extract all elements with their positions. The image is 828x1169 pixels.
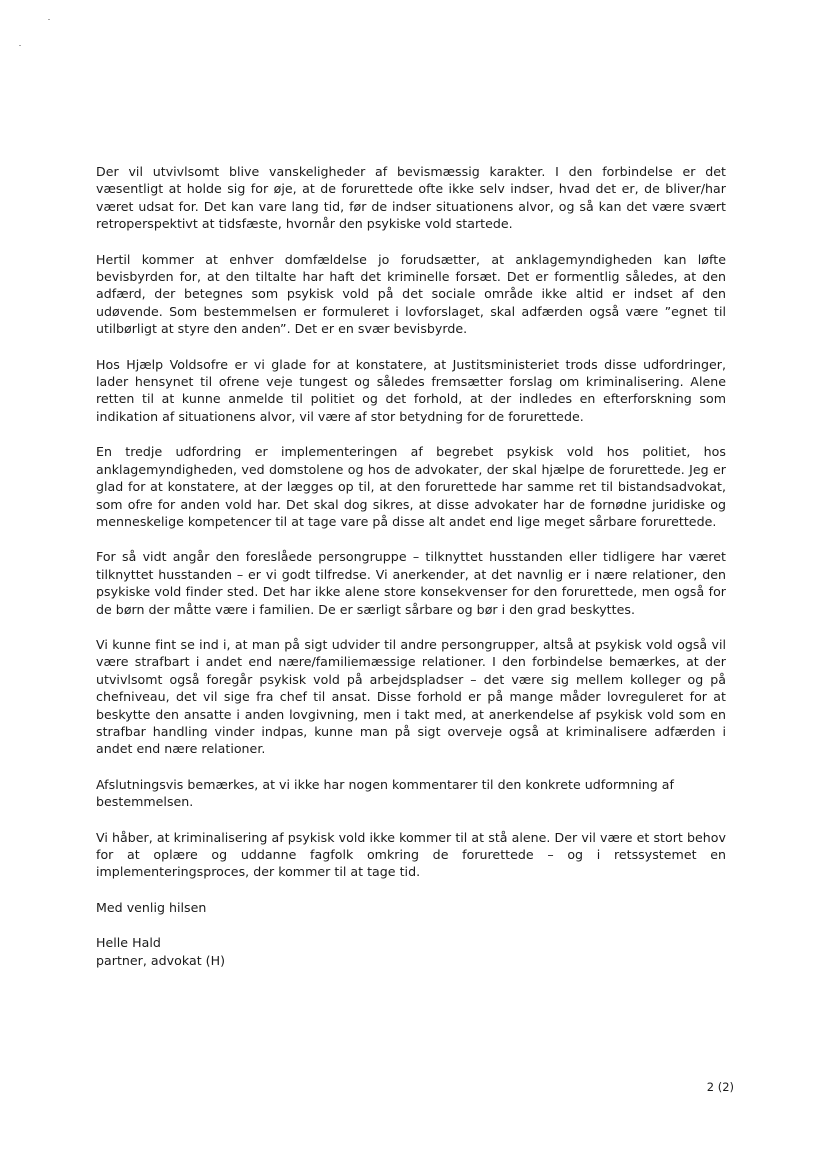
signature-title: partner, advokat (H) [96, 952, 226, 968]
page-number: 2 (2) [706, 1080, 734, 1094]
scan-speck [48, 19, 50, 20]
paragraph-evidence-difficulties: Der vil utvivlsomt blive vanskeligheder af bevismæssig karakter. I den forbindelse er det væsentligt at holde sig for øje, at de forurettede ofte ikke selv indser, hvad det er, de bliver/har været udsat for. Det kan vare lang tid, før de indser situationens alvor, og så kan det være svært retroperspektivt at tidsfæste, hvornår den psykiske vold startede. [96, 164, 726, 232]
paragraph-person-group: For så vidt angår den foreslåede persongruppe – tilknyttet husstanden eller tidligere har været tilknyttet husstanden – er vi godt tilfredse. Vi anerkender, at det navnlig er i nære relationer, den psykiske vold finder sted. Det har ikke alene store konsekvenser for den forurettede, men også for de børn der måtte være i familien. De er særligt sårbare og bør i den grad beskyttes. [96, 549, 726, 617]
paragraph-no-comments: Afslutningsvis bemærkes, at vi ikke har nogen kommentarer til den konkrete udformning af bestemmelsen. [96, 776, 674, 810]
paragraph-burden-of-proof: Hertil kommer at enhver domfældelse jo forudsætter, at anklagemyndigheden kan løfte bevisbyrden for, at den tiltalte har haft det kriminelle forsæt. Det er formentlig således, at den adfærd, der betegnes som psykisk vold på det sociale område ikke altid er indset af den udøvende. Som bestemmelsen er formuleret i lovforslaget, skal adfærden også være ”egnet til utilbørligt at styre den anden”. Det er en svær bevisbyrde. [96, 251, 726, 337]
scan-speck [19, 45, 21, 46]
paragraph-criminalisation-welcome: Hos Hjælp Voldsofre er vi glade for at konstatere, at Justitsministeriet trods disse udfordringer, lader hensynet til ofrene veje tungest og således fremsætter forslag om kriminalisering. Alene retten til at kunne anmelde til politiet og det forhold, at der indledes en efterforskning som indikation af situationens alvor, vil være af stor betydning for de forurettede. [96, 356, 726, 424]
closing-greeting: Med venlig hilsen [96, 899, 207, 915]
signature-name: Helle Hald [96, 935, 161, 951]
letter-body [96, 163, 726, 987]
paragraph-closing-hope: Vi håber, at kriminalisering af psykisk vold ikke kommer til at stå alene. Der vil være et stort behov for at oplære og uddanne fagfolk omkring de forurettede – og i retssystemet en implementeringsproces, der kommer til at tage tid. [96, 829, 726, 880]
paragraph-other-person-groups: Vi kunne fint se ind i, at man på sigt udvider til andre persongrupper, altså at psykisk vold også vil være strafbart i andet end nære/familiemæssige relationer. I den forbindelse bemærkes, at der utvivlsomt også foregår psykisk vold på arbejdspladser – det være sig mellem kolleger og på chefniveau, det vil sige fra chef til ansat. Disse forhold er på mange måder lovreguleret for at beskytte den ansatte i anden lovgivning, men i takt med, at anerkendelse af psykisk vold som en strafbar handling vinder indpas, kunne man på sigt overveje også at kriminalisere adfærden i andet end nære relationer. [96, 636, 726, 757]
paragraph-implementation-challenge: En tredje udfordring er implementeringen af begrebet psykisk vold hos politiet, hos anklagemyndigheden, ved domstolene og hos de advokater, der skal hjælpe de forurettede. Jeg er glad for at konstatere, at der lægges op til, at den forurettede har samme ret til bistandsadvokat, som ofre for anden vold har. Det skal dog sikres, at disse advokater har de fornødne juridiske og menneskelige kompetencer til at tage vare på disse alt andet end lige meget sårbare forurettede. [96, 444, 726, 529]
